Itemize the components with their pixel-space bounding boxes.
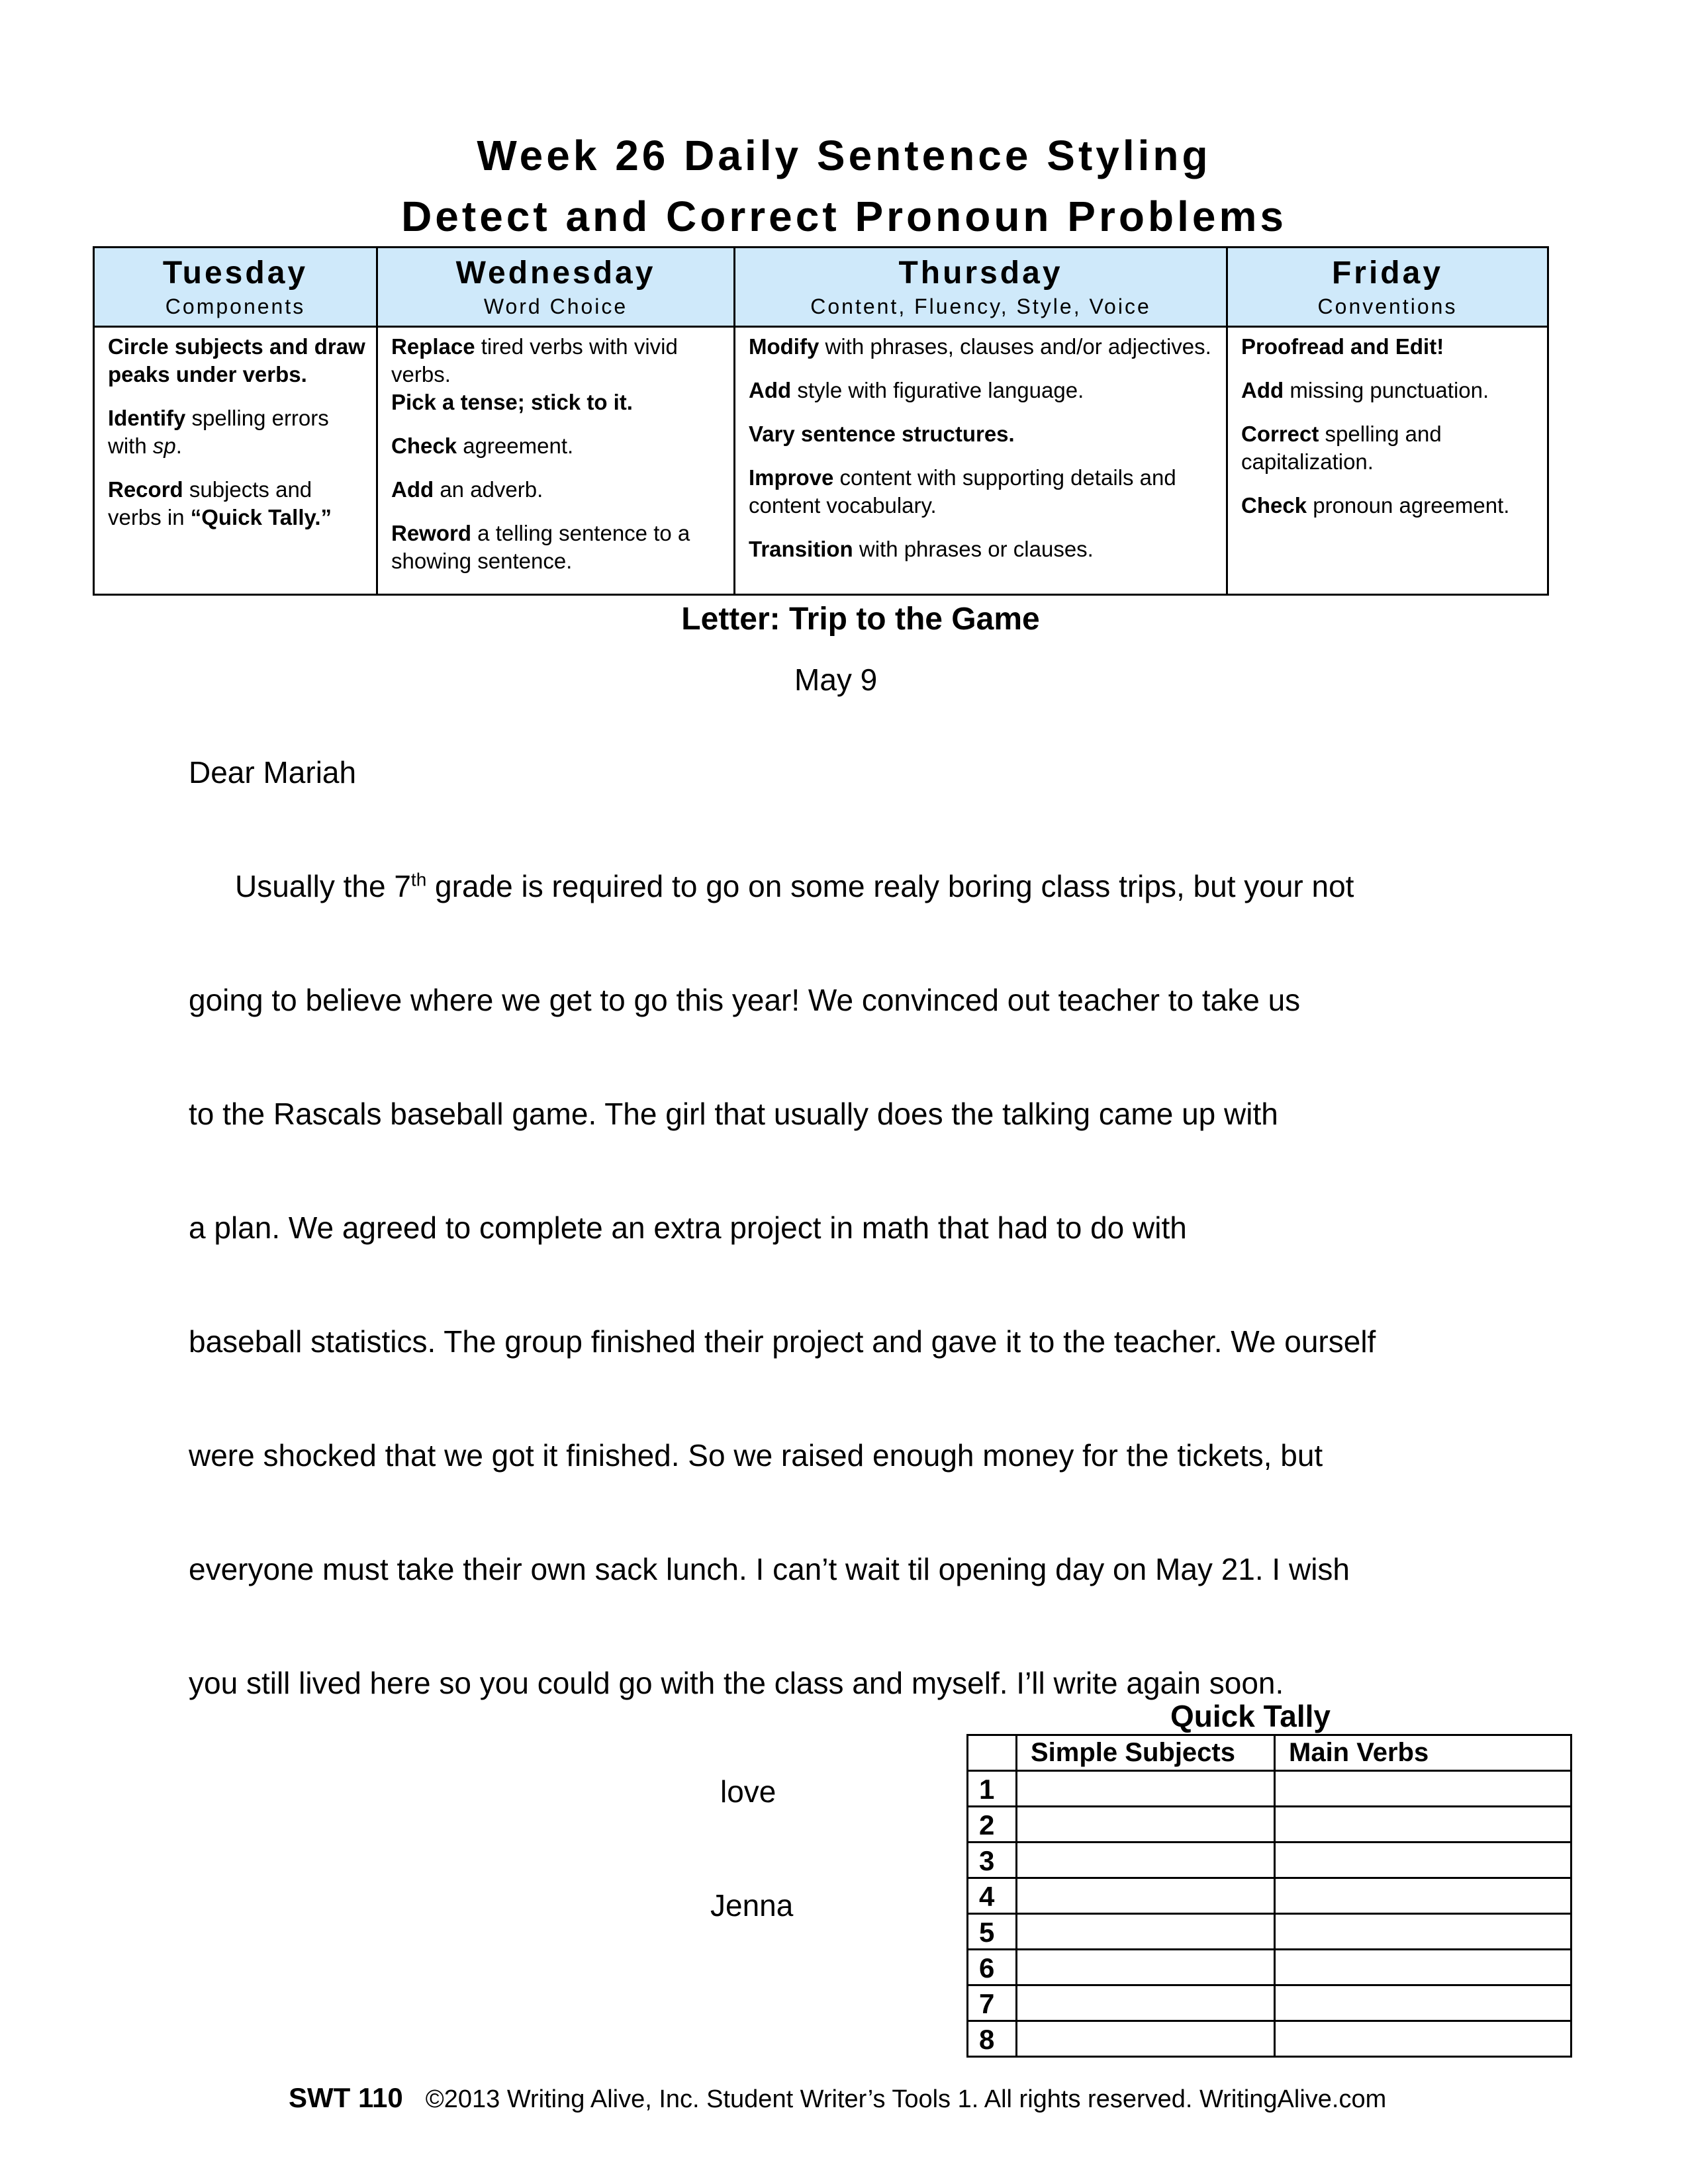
friday-tasks: Proofread and Edit! Add missing punctuation. Correct spelling and capitalization. Check pronoun agreement. xyxy=(1241,334,1510,518)
verb-cell[interactable] xyxy=(1275,1843,1571,1878)
row-number: 4 xyxy=(968,1878,1017,1914)
tally-row xyxy=(968,1914,1571,1950)
letter-line-1 xyxy=(235,868,1354,904)
day-focus: Components xyxy=(165,295,306,318)
day-label: Friday xyxy=(1331,255,1444,291)
row-number: 8 xyxy=(968,2021,1017,2057)
subject-cell[interactable] xyxy=(1017,1878,1275,1914)
friday-column xyxy=(1228,248,1547,594)
tally-row xyxy=(968,2021,1571,2057)
day-focus: Content, Fluency, Style, Voice xyxy=(810,295,1151,318)
quick-tally-table xyxy=(966,1734,1572,2058)
wednesday-column xyxy=(378,248,735,594)
day-label: Thursday xyxy=(898,255,1063,291)
subject-cell[interactable] xyxy=(1017,1950,1275,1985)
subject-cell[interactable] xyxy=(1017,1771,1275,1807)
letter-salutation: Dear Mariah xyxy=(189,755,357,790)
simple-subjects-header: Simple Subjects xyxy=(1017,1735,1275,1771)
day-focus: Conventions xyxy=(1317,295,1458,318)
letter-line-1-start: Usually the 7 xyxy=(235,869,411,903)
footer-copyright: ©2013 Writing Alive, Inc. Student Writer’s Tools 1. All rights reserved. WritingAlive.com xyxy=(425,2085,1387,2113)
day-label: Wednesday xyxy=(455,255,656,291)
letter-line-8: you still lived here so you could go with the class and myself. I’ll write again soon. xyxy=(189,1666,1284,1700)
footer-code: SWT 110 xyxy=(289,2082,403,2113)
letter-closing: love xyxy=(720,1774,776,1809)
tally-row xyxy=(968,1878,1571,1914)
tuesday-tasks: Circle subjects and draw peaks under verbs. Identify spelling errors with sp. Record subjects and verbs in “Quick Tally.” xyxy=(108,334,365,529)
thursday-tasks: Modify with phrases, clauses and/or adjectives. Add style with figurative language. Vary sentence structures. Improve content with supporting details and content vocabulary. Transition with phrases or clauses. xyxy=(749,334,1211,561)
friday-header xyxy=(1228,248,1547,328)
tally-corner-cell xyxy=(968,1735,1017,1771)
tally-row xyxy=(968,1950,1571,1985)
row-number: 1 xyxy=(968,1771,1017,1807)
verb-cell[interactable] xyxy=(1275,1985,1571,2021)
worksheet-subtitle: Detect and Correct Pronoun Problems xyxy=(401,193,1287,240)
tally-row xyxy=(968,1807,1571,1843)
verb-cell[interactable] xyxy=(1275,1878,1571,1914)
row-number: 5 xyxy=(968,1914,1017,1950)
row-number: 6 xyxy=(968,1950,1017,1985)
subject-cell[interactable] xyxy=(1017,1807,1275,1843)
subject-cell[interactable] xyxy=(1017,1914,1275,1950)
superscript-th: th xyxy=(410,869,427,890)
verb-cell[interactable] xyxy=(1275,1807,1571,1843)
quick-tally-title: Quick Tally xyxy=(1170,1699,1331,1733)
tally-row xyxy=(968,1771,1571,1807)
worksheet-title: Week 26 Daily Sentence Styling xyxy=(477,132,1211,179)
tuesday-column xyxy=(95,248,378,594)
letter-title: Letter: Trip to the Game xyxy=(681,602,1040,637)
letter-line-7: everyone must take their own sack lunch. I can’t wait til opening day on May 21. I wish xyxy=(189,1552,1350,1586)
day-focus: Word Choice xyxy=(483,295,628,318)
tuesday-header xyxy=(95,248,376,328)
letter-line-2: going to believe where we get to go this year! We convinced out teacher to take us xyxy=(189,983,1301,1017)
verb-cell[interactable] xyxy=(1275,1914,1571,1950)
day-label: Tuesday xyxy=(162,255,308,291)
verb-cell[interactable] xyxy=(1275,1771,1571,1807)
tally-row xyxy=(968,1843,1571,1878)
main-verbs-header: Main Verbs xyxy=(1275,1735,1571,1771)
letter-line-4: a plan. We agreed to complete an extra project in math that had to do with xyxy=(189,1210,1187,1245)
wednesday-tasks: Replace tired verbs with vivid verbs. Pick a tense; stick to it. Check agreement. Add an adverb. Reword a telling sentence to a showing sentence. xyxy=(391,334,690,573)
letter-line-5: baseball statistics. The group finished their project and gave it to the teacher. We ourself xyxy=(189,1324,1376,1359)
letter-line-6: were shocked that we got it finished. So we raised enough money for the tickets, but xyxy=(189,1438,1323,1473)
subject-cell[interactable] xyxy=(1017,1985,1275,2021)
letter-line-3: to the Rascals baseball game. The girl that usually does the talking came up with xyxy=(189,1097,1278,1131)
row-number: 2 xyxy=(968,1807,1017,1843)
row-number: 3 xyxy=(968,1843,1017,1878)
subject-cell[interactable] xyxy=(1017,1843,1275,1878)
page-footer xyxy=(289,2082,1386,2114)
thursday-column xyxy=(735,248,1228,594)
verb-cell[interactable] xyxy=(1275,1950,1571,1985)
wednesday-header xyxy=(378,248,733,328)
tally-header-row xyxy=(968,1735,1571,1771)
verb-cell[interactable] xyxy=(1275,2021,1571,2057)
row-number: 7 xyxy=(968,1985,1017,2021)
letter-signature: Jenna xyxy=(710,1888,794,1923)
letter-date: May 9 xyxy=(794,662,878,697)
subject-cell[interactable] xyxy=(1017,2021,1275,2057)
letter-line-1-end: grade is required to go on some realy boring class trips, but your not xyxy=(426,869,1354,903)
daily-schedule-table xyxy=(93,246,1549,596)
tally-row xyxy=(968,1985,1571,2021)
thursday-header xyxy=(735,248,1226,328)
